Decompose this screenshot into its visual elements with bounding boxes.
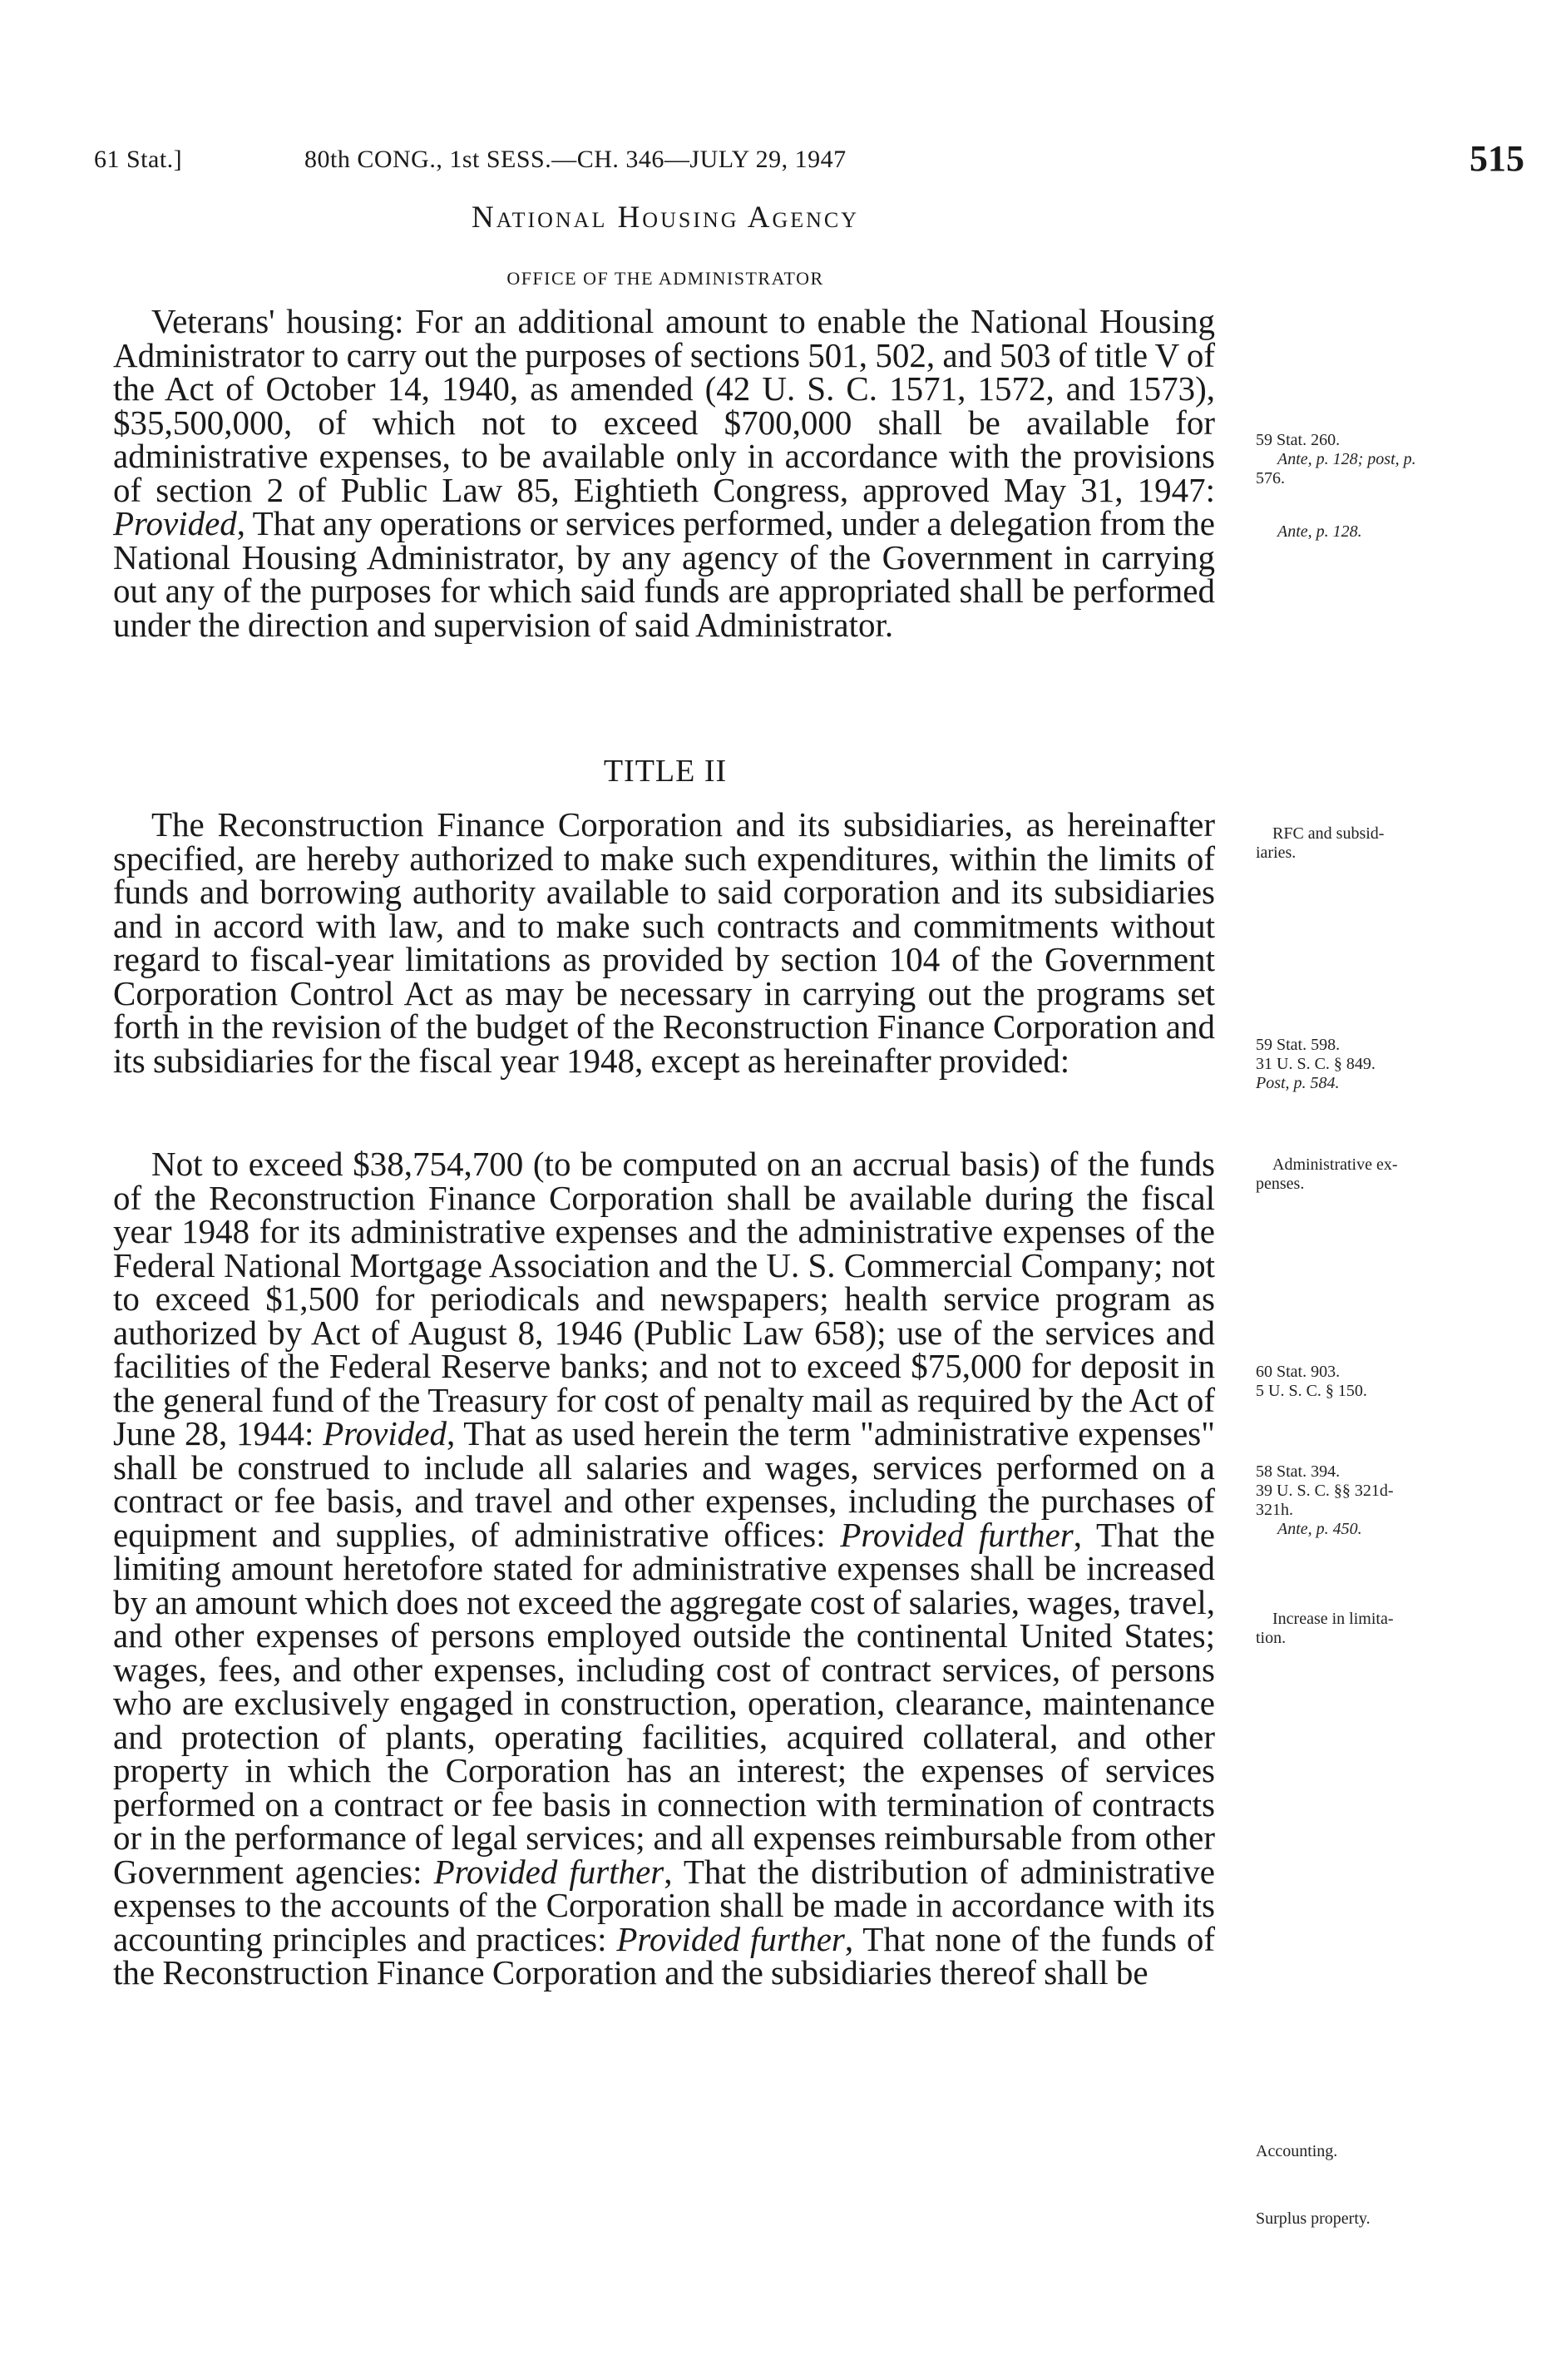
text-run: Veterans' housing: For an additional amount to enable the National Housing Administrator to carry out the purposes of sections 501, 502, and 503 of title V of the Act of October 14, 1940, as amended (42 U. S. C. 1571, 1572, and 1573), $35,500,000, of which not to exceed $700,000 shall be available for administrative expenses, to be available only in accordance with the provisions of section 2 of Public Law 85, Eightieth Congress, approved May 31, 1947: (113, 302, 1215, 509)
margin-note: 60 Stat. 903. (1256, 1363, 1341, 1381)
margin-note: Post, p. 584. (1256, 1074, 1340, 1092)
margin-note-stat-598 (1256, 1036, 1530, 1093)
text-run: , That any operations or services performed, under a delegation from the National Housing Administrator, by any agency of the Government in carrying out any of the purposes for which said funds are appropriated shall be performed under the direction and supervision of said Administrator. (113, 504, 1215, 644)
margin-note-stat-903 (1256, 1363, 1530, 1401)
proviso: Provided further (616, 1919, 845, 1958)
text-run: , That the distribution of administrative expenses to the accounts of the Corporation shall be made in accordance with its accounting principles and practices: (113, 1852, 1215, 1958)
margin-note: penses. (1256, 1175, 1305, 1193)
margin-note: 39 U. S. C. §§ 321d- (1256, 1482, 1394, 1500)
text-run: Not to exceed $38,754,700 (to be computed on an accrual basis) of the funds of the Reconstruction Finance Corporation shall be available during the fiscal year 1948 for its administrative expenses and the administrative expenses of the Federal National Mortgage Association and the U. S. Commercial Company; not to exceed $1,500 for periodicals and newspapers; health service program as authorized by Act of August 8, 1946 (Public Law 658); use of the services and facilities of the Federal Reserve banks; and not to exceed $75,000 for deposit in the general fund of the Treasury for cost of penalty mail as required by the Act of June 28, 1944: (113, 1145, 1215, 1452)
margin-note-stat-394 (1256, 1462, 1530, 1539)
margin-note: Ante, p. 128; post, p. (1277, 450, 1416, 468)
margin-note: 321h. (1256, 1501, 1293, 1519)
margin-note: Administrative ex- (1272, 1155, 1398, 1174)
margin-note: Surplus property. (1256, 2209, 1371, 2228)
volume-reference: 61 Stat.] (94, 146, 183, 173)
session-line: 80th CONG., 1st SESS.—CH. 346—JULY 29, 1947 (304, 146, 847, 173)
margin-note: 576. (1256, 469, 1285, 487)
text-run: , That the limiting amount heretofore stated for administrative expenses shall be increased by an amount which does not exceed the aggregate cost of salaries, wages, travel, and other expenses of persons employed outside the continental United States; wages, fees, and other expenses, including cost of contract services, of persons who are exclusively engaged in construction, operation, clearance, maintenance and protection of plants, operating facilities, acquired collateral, and other property in which the Corporation has an interest; the expenses of services performed on a contract or fee basis in connection with termination of contracts or in the performance of legal services; and all expenses reimbursable from other Government agencies: (113, 1515, 1216, 1891)
agency-heading: National Housing Agency (471, 200, 860, 235)
title-heading: TITLE II (603, 754, 728, 789)
proviso: Provided (113, 504, 237, 542)
office-heading: OFFICE OF THE ADMINISTRATOR (506, 268, 824, 289)
page-number: 515 (1469, 138, 1524, 179)
administrative-expenses-paragraph (113, 1147, 1215, 1990)
margin-note: tion. (1256, 1629, 1287, 1647)
proviso: Provided further (840, 1515, 1074, 1554)
text-run: , That as used herein the term "administrative expenses" shall be construed to include all salaries and wages, services performed on a contract or fee basis, and travel and other expenses, including the purchases of equipment and supplies, of administrative offices: (113, 1414, 1216, 1554)
margin-note: Ante, p. 450. (1277, 1520, 1362, 1538)
proviso: Provided (323, 1414, 447, 1452)
margin-note: Ante, p. 128. (1277, 522, 1362, 541)
proviso: Provided further (433, 1852, 664, 1891)
margin-note: iaries. (1256, 844, 1297, 862)
rfc-paragraph (113, 805, 1215, 1080)
page-header (94, 137, 1524, 187)
veterans-housing-paragraph (113, 302, 1215, 644)
text-run: , That none of the funds of the Reconstruction Finance Corporation and the subsidiaries thereof shall be (113, 1919, 1216, 1992)
text-run: The Reconstruction Finance Corporation and its subsidiaries, as hereinafter specified, are hereby authorized to make such expenditures, within the limits of funds and borrowing authority available to said corporation and its subsidiaries and in accord with law, and to make such contracts and commitments without regard to fiscal-year limitations as provided by section 104 of the Government Corporation Control Act as may be necessary in carrying out the programs set forth in the revision of the budget of the Reconstruction Finance Corporation and its subsidiaries for the fiscal year 1948, except as hereinafter provided: (113, 805, 1215, 1080)
margin-note: RFC and subsid- (1272, 824, 1385, 843)
margin-note: 31 U. S. C. § 849. (1256, 1055, 1376, 1073)
margin-note: Increase in limita- (1272, 1610, 1394, 1628)
margin-note: Accounting. (1256, 2142, 1338, 2160)
margin-note: 59 Stat. 598. (1256, 1036, 1341, 1054)
margin-note-admin (1256, 1155, 1530, 1194)
margin-note-increase (1256, 1610, 1530, 1648)
margin-note: 58 Stat. 394. (1256, 1462, 1341, 1481)
margin-note-stat-refs (1256, 431, 1530, 488)
margin-note: 5 U. S. C. § 150. (1256, 1382, 1367, 1400)
margin-note-rfc (1256, 824, 1530, 863)
margin-note: 59 Stat. 260. (1256, 431, 1341, 449)
